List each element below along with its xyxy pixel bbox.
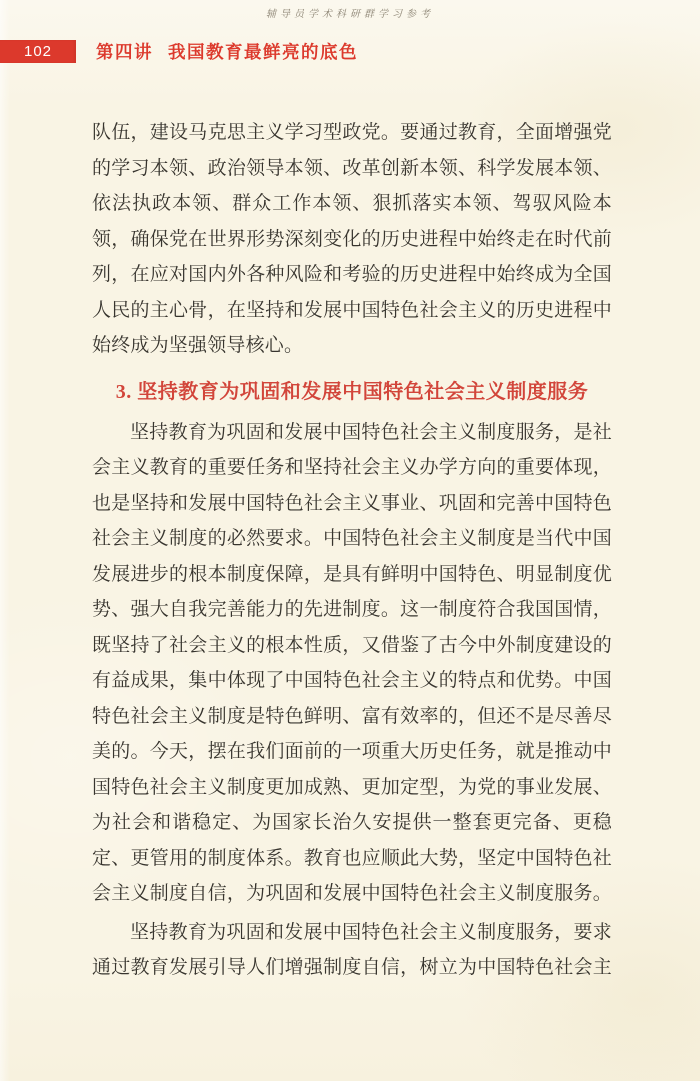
text-line: 美的。今天，摆在我们面前的一项重大历史任务，就是推动中 bbox=[92, 741, 612, 762]
text-line: 的学习本领、政治领导本领、改革创新本领、科学发展本领、 bbox=[92, 157, 612, 179]
page-number-badge bbox=[0, 40, 76, 63]
text-line: 定、更管用的制度体系。教育也应顺此大势，坚定中国特色社 bbox=[92, 847, 612, 869]
text-line: 依法执政本领、群众工作本领、狠抓落实本领、驾驭风险本 bbox=[92, 193, 612, 214]
text-line: 也是坚持和发展中国特色社会主义事业、巩固和完善中国特色 bbox=[92, 492, 612, 514]
body-text bbox=[92, 115, 612, 986]
text-line: 始终成为坚强领导核心。 bbox=[92, 335, 304, 356]
paragraph-next bbox=[92, 915, 612, 986]
section-heading: 3. 坚持教育为巩固和发展中国特色社会主义制度服务 bbox=[115, 380, 589, 403]
text-line: 列，在应对国内外各种风险和考验的历史进程中始终成为全国 bbox=[92, 264, 612, 285]
text-line: 既坚持了社会主义的根本性质，又借鉴了古今中外制度建设的 bbox=[92, 634, 612, 656]
running-header: 辅导员学术科研群学习参考 bbox=[266, 9, 434, 20]
text-line: 坚持教育为巩固和发展中国特色社会主义制度服务，是社 bbox=[130, 421, 612, 443]
text-line: 通过教育发展引导人们增强制度自信，树立为中国特色社会主 bbox=[92, 957, 612, 978]
text-line: 有益成果，集中体现了中国特色社会主义的特点和优势。中国 bbox=[92, 670, 612, 691]
text-line: 人民的主心骨，在坚持和发展中国特色社会主义的历史进程中 bbox=[92, 299, 612, 321]
text-line: 为社会和谐稳定、为国家长治久安提供一整套更完备、更稳 bbox=[92, 812, 612, 833]
text-line: 会主义教育的重要任务和坚持社会主义办学方向的重要体现， bbox=[92, 457, 612, 478]
text-line: 发展进步的根本制度保障，是具有鲜明中国特色、明显制度优 bbox=[92, 563, 612, 585]
text-line: 特色社会主义制度是特色鲜明、富有效率的，但还不是尽善尽 bbox=[92, 705, 612, 727]
chapter-heading bbox=[96, 39, 358, 64]
chapter-label: 第四讲 bbox=[96, 42, 153, 62]
chapter-title: 我国教育最鲜亮的底色 bbox=[168, 42, 358, 62]
text-line: 社会主义制度的必然要求。中国特色社会主义制度是当代中国 bbox=[92, 528, 612, 549]
text-line: 国特色社会主义制度更加成熟、更加定型，为党的事业发展、 bbox=[92, 776, 612, 798]
page-number: 102 bbox=[23, 43, 53, 60]
text-line: 势、强大自我完善能力的先进制度。这一制度符合我国国情， bbox=[92, 599, 612, 620]
text-line: 领，确保党在世界形势深刻变化的历史进程中始终走在时代前 bbox=[92, 228, 612, 250]
paragraph-main bbox=[92, 415, 612, 912]
text-line: 队伍，建设马克思主义学习型政党。要通过教育，全面增强党 bbox=[92, 122, 612, 143]
text-line: 会主义制度自信，为巩固和发展中国特色社会主义制度服务。 bbox=[92, 883, 612, 904]
text-line: 坚持教育为巩固和发展中国特色社会主义制度服务，要求 bbox=[130, 921, 612, 943]
paragraph-continuation bbox=[92, 115, 612, 364]
page-header-band bbox=[0, 40, 700, 63]
